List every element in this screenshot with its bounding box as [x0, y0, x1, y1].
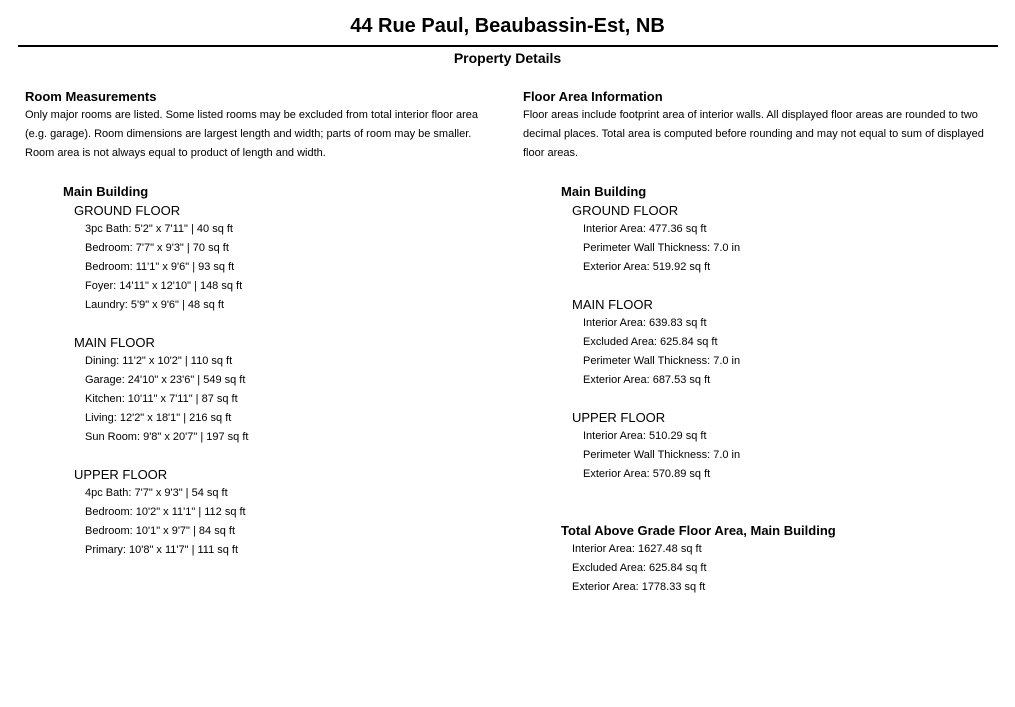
totals-heading: Total Above Grade Floor Area, Main Building [561, 523, 836, 538]
area-entry: Interior Area: 477.36 sq ft [583, 223, 707, 235]
area-entry: Exterior Area: 687.53 sq ft [583, 374, 711, 386]
rooms-floor-ground [74, 201, 500, 315]
room-entry: Living: 12'2" x 18'1" | 216 sq ft [85, 412, 232, 424]
floor-area-desc-line: decimal places. Total area is computed before rounding and may not equal to sum of displayed [523, 128, 984, 140]
floor-area-desc-line: Floor areas include footprint area of interior walls. All displayed floor areas are rounded to two [523, 109, 978, 121]
rooms-floor-title: MAIN FLOOR [74, 335, 155, 350]
rooms-floor-main [74, 333, 500, 447]
total-entry: Interior Area: 1627.48 sq ft [572, 543, 702, 555]
room-entry: Dining: 11'2" x 10'2" | 110 sq ft [85, 355, 233, 367]
room-measurements-desc-line: (e.g. garage). Room dimensions are largest length and width; parts of room may be smaller. [25, 128, 472, 140]
rooms-main-building [63, 182, 500, 560]
room-measurements-desc-line: Room area is not always equal to product of length and width. [25, 147, 326, 159]
total-entry: Excluded Area: 625.84 sq ft [572, 562, 707, 574]
room-entry: Kitchen: 10'11" x 7'11" | 87 sq ft [85, 393, 238, 405]
area-entry: Excluded Area: 625.84 sq ft [583, 336, 718, 348]
floor-area-heading: Floor Area Information [523, 89, 663, 104]
room-entry: 3pc Bath: 5'2" x 7'11" | 40 sq ft [85, 223, 233, 235]
room-measurements-heading: Room Measurements [25, 89, 157, 104]
rooms-building-title: Main Building [63, 184, 149, 199]
total-above-grade-area [561, 521, 1003, 597]
room-entry: Bedroom: 7'7" x 9'3" | 70 sq ft [85, 242, 229, 254]
room-entry: Primary: 10'8" x 11'7" | 111 sq ft [85, 544, 239, 556]
floor-area-desc-line: floor areas. [523, 147, 579, 159]
area-entry: Interior Area: 510.29 sq ft [583, 430, 707, 442]
area-entry: Perimeter Wall Thickness: 7.0 in [583, 355, 741, 367]
areas-main-building [561, 182, 1003, 597]
areas-floor-title: GROUND FLOOR [572, 203, 679, 218]
total-entry: Exterior Area: 1778.33 sq ft [572, 581, 706, 593]
room-entry: Bedroom: 11'1" x 9'6" | 93 sq ft [85, 261, 235, 273]
area-entry: Exterior Area: 570.89 sq ft [583, 468, 711, 480]
room-measurements-section [25, 88, 500, 560]
areas-building-title: Main Building [561, 184, 647, 199]
page-subtitle: Property Details [453, 50, 562, 66]
areas-floor-title: UPPER FLOOR [572, 410, 666, 425]
room-entry: Garage: 24'10" x 23'6" | 549 sq ft [85, 374, 246, 386]
room-entry: Sun Room: 9'8" x 20'7" | 197 sq ft [85, 431, 249, 443]
areas-floor-title: MAIN FLOOR [572, 297, 653, 312]
room-entry: Foyer: 14'11" x 12'10" | 148 sq ft [85, 280, 243, 292]
area-entry: Perimeter Wall Thickness: 7.0 in [583, 449, 741, 461]
area-entry: Exterior Area: 519.92 sq ft [583, 261, 711, 273]
area-entry: Perimeter Wall Thickness: 7.0 in [583, 242, 741, 254]
rooms-floor-title: GROUND FLOOR [74, 203, 181, 218]
room-entry: Bedroom: 10'1" x 9'7" | 84 sq ft [85, 525, 236, 537]
rooms-floor-title: UPPER FLOOR [74, 467, 168, 482]
areas-floor-main [572, 295, 1003, 390]
floor-area-description [523, 106, 1003, 163]
room-entry: Bedroom: 10'2" x 11'1" | 112 sq ft [85, 506, 246, 518]
rooms-floor-upper [74, 465, 500, 560]
title-divider [18, 45, 998, 47]
areas-floor-ground [572, 201, 1003, 277]
room-measurements-description [25, 106, 500, 163]
floor-area-section [523, 88, 1003, 597]
areas-floor-upper [572, 408, 1003, 484]
room-entry: Laundry: 5'9" x 9'6" | 48 sq ft [85, 299, 225, 311]
room-measurements-desc-line: Only major rooms are listed. Some listed rooms may be excluded from total interior floor area [25, 109, 479, 121]
page-title: 44 Rue Paul, Beaubassin-Est, NB [350, 15, 665, 37]
area-entry: Interior Area: 639.83 sq ft [583, 317, 707, 329]
room-entry: 4pc Bath: 7'7" x 9'3" | 54 sq ft [85, 487, 228, 499]
